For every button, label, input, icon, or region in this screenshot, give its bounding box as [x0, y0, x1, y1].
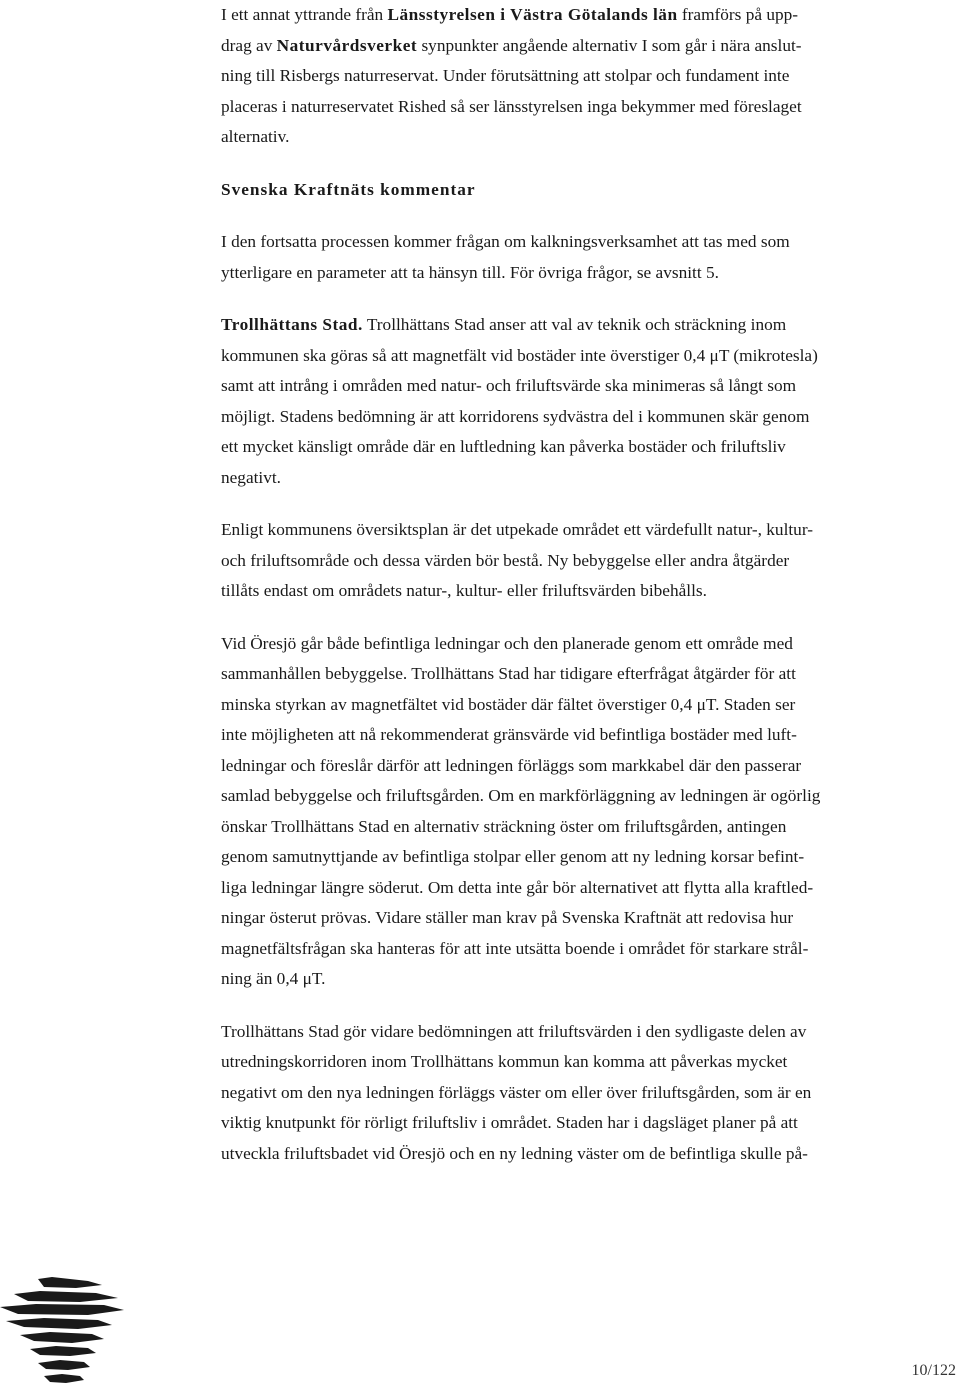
spacer	[221, 995, 957, 1017]
section-heading: Svenska Kraftnäts kommentar	[221, 179, 476, 199]
text-line: utveckla friluftsbadet vid Öresjö och en ny ledning väster om de befintliga skulle på-	[221, 1143, 808, 1163]
bold-organization-name: Länsstyrelsen i Västra Götalands län	[387, 5, 678, 24]
page-number: 10/122	[911, 1362, 956, 1379]
text-line: alternativ.	[221, 127, 290, 146]
paragraph-trollhattans-stad	[221, 310, 957, 493]
text-line: ning till Risbergs naturreservat. Under förutsättning att stolpar och fundament inte	[221, 66, 790, 85]
text-span: I ett annat yttrande från	[221, 5, 388, 24]
text-line: sammanhållen bebyggelse. Trollhättans Stad har tidigare efterfrågat åtgärder för att	[221, 664, 796, 683]
text-span: synpunkter angående alternativ I som går i nära anslut-	[417, 35, 802, 55]
text-line: placeras i naturreservatet Rished så ser länsstyrelsen inga bekymmer med föreslaget	[221, 96, 802, 116]
text-line: önskar Trollhättans Stad en alternativ sträckning öster om friluftsgården, antingen	[221, 816, 787, 836]
text-line: genom samutnyttjande av befintliga stolpar eller genom att ny ledning korsar befint-	[221, 847, 805, 866]
svenska-kraftnat-logo-icon	[0, 1277, 125, 1385]
text-span: drag av	[221, 35, 277, 55]
text-line: ett mycket känsligt område där en luftledning kan påverka bostäder och friluftsliv	[221, 437, 786, 456]
spacer	[221, 493, 957, 515]
text-line: magnetfältsfrågan ska hanteras för att inte utsätta boende i området för starkare strål-	[221, 938, 809, 958]
text-line: tillåts endast om områdets natur-, kultur- eller friluftsvärden bibehålls.	[221, 581, 707, 600]
text-line	[221, 0, 957, 31]
text-line: Enligt kommunens översiktsplan är det utpekade området ett värdefullt natur-, kultur-	[221, 520, 813, 539]
paragraph-oversiktsplan	[221, 515, 957, 607]
text-line: och friluftsområde och dessa värden bör bestå. Ny bebyggelse eller andra åtgärder	[221, 550, 790, 570]
paragraph-oresjo	[221, 629, 957, 995]
paragraph-friluftsvarden	[221, 1017, 957, 1170]
text-line: Vid Öresjö går både befintliga ledningar och den planerade genom ett område med	[221, 633, 793, 653]
spacer	[221, 288, 957, 310]
text-line	[221, 31, 957, 62]
text-line: viktig knutpunkt för rörligt friluftsliv i området. Staden har i dagsläget planer på att	[221, 1113, 798, 1132]
text-line: ning än 0,4 μT.	[221, 969, 326, 988]
paragraph-lansstyrelsen	[221, 0, 957, 153]
text-line: Trollhättans Stad gör vidare bedömningen att friluftsvärden i den sydligaste delen av	[221, 1021, 807, 1041]
text-line: möjligt. Stadens bedömning är att korridorens sydvästra del i kommunen skär genom	[221, 406, 810, 426]
text-line: samlad bebyggelse och friluftsgården. Om en markförläggning av ledningen är ogörlig	[221, 786, 821, 805]
text-line: ytterligare en parameter att ta hänsyn till. För övriga frågor, se avsnitt 5.	[221, 262, 719, 282]
text-span: framförs på upp-	[677, 5, 799, 24]
bold-run-in-heading: Trollhättans Stad.	[221, 315, 363, 334]
paragraph-kommentar	[221, 227, 957, 288]
document-page	[221, 0, 957, 1169]
bold-organization-name: Naturvårdsverket	[276, 35, 418, 55]
text-line: negativt.	[221, 467, 281, 487]
text-line: minska styrkan av magnetfältet vid bostäder där fältet överstiger 0,4 μT. Staden ser	[221, 694, 796, 714]
text-line: utredningskorridoren inom Trollhättans kommun kan komma att påverkas mycket	[221, 1052, 788, 1071]
text-line: ledningar och föreslår därför att ledningen förläggs som markkabel där den passerar	[221, 755, 802, 775]
spacer	[221, 153, 957, 175]
text-line	[221, 310, 957, 341]
text-span: Trollhättans Stad anser att val av teknik och sträckning inom	[362, 315, 787, 334]
text-line: negativt om den nya ledningen förläggs väster om eller över friluftsgården, som är en	[221, 1082, 812, 1102]
spacer	[221, 607, 957, 629]
text-line: liga ledningar längre söderut. Om detta inte går bör alternativet att flytta alla kraftled-	[221, 877, 814, 897]
text-line: inte möjligheten att nå rekommenderat gränsvärde vid befintliga bostäder med luft-	[221, 725, 797, 744]
text-line: samt att intrång i områden med natur- och friluftsvärde ska minimeras så långt som	[221, 376, 797, 395]
text-line: ningar österut prövas. Vidare ställer man krav på Svenska Kraftnät att redovisa hur	[221, 908, 794, 927]
spacer	[221, 205, 957, 227]
text-line: I den fortsatta processen kommer frågan om kalkningsverksamhet att tas med som	[221, 232, 790, 251]
text-line: kommunen ska göras så att magnetfält vid bostäder inte överstiger 0,4 μT (mikrotesla)	[221, 345, 818, 365]
